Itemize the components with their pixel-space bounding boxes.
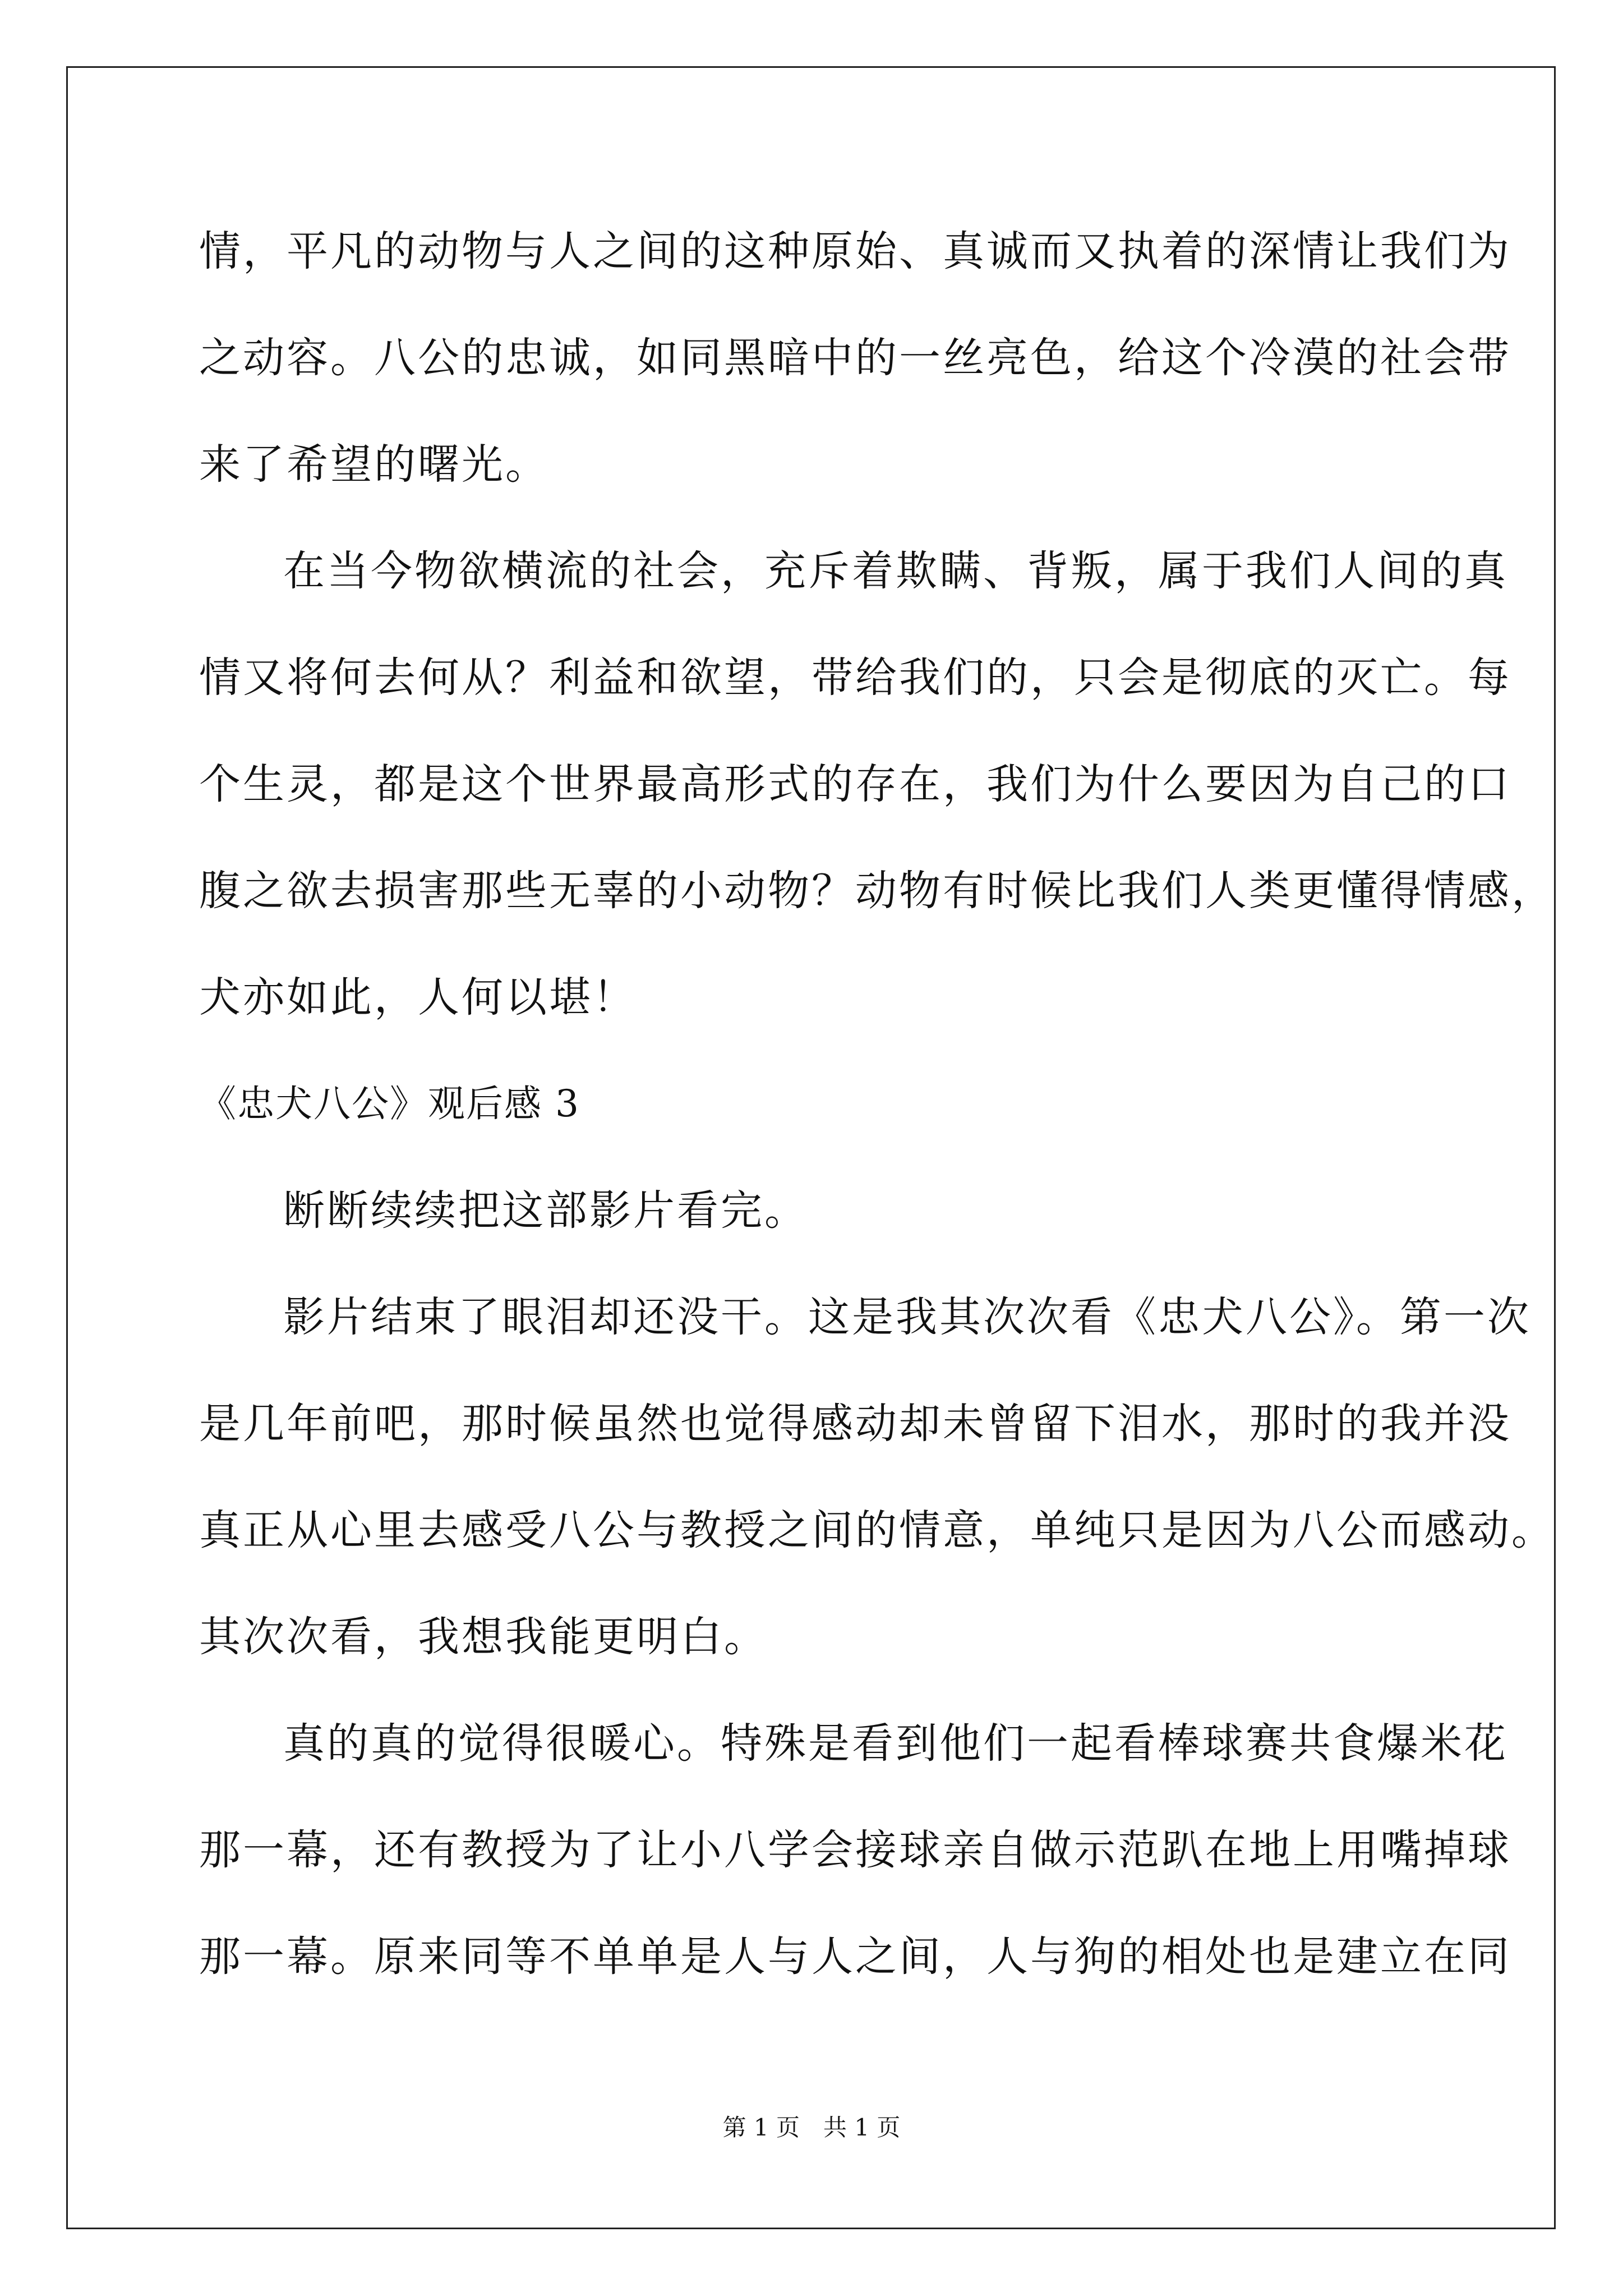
text-line: 那一幕。原来同等不单单是人与人之间，人与狗的相处也是建立在同 xyxy=(199,1932,1511,1981)
text-line: 腹之欲去损害那些无辜的小动物？动物有时候比我们人类更懂得情感， xyxy=(199,867,1555,915)
paragraph-start: 在当今物欲横流的社会，充斥着欺瞒、背叛，属于我们人间的真 xyxy=(283,547,1508,595)
text-line: 来了希望的曙光。 xyxy=(199,440,549,489)
text-line: 是几年前吧，那时候虽然也觉得感动却未曾留下泪水，那时的我并没 xyxy=(199,1400,1511,1448)
text-line: 个生灵，都是这个世界最高形式的存在，我们为什么要因为自己的口 xyxy=(199,760,1511,808)
text-line: 情又将何去何从？利益和欲望，带给我们的，只会是彻底的灭亡。每 xyxy=(199,654,1511,702)
text-line: 其次次看，我想我能更明白。 xyxy=(199,1613,768,1661)
document-body xyxy=(199,218,1555,2030)
text-line: 之动容。八公的忠诚，如同黑暗中的一丝亮色，给这个冷漠的社会带 xyxy=(199,334,1511,382)
paragraph-start: 断断续续把这部影片看完。 xyxy=(283,1186,808,1235)
page-footer: 第 1 页 共 1 页 xyxy=(722,2114,901,2141)
section-heading: 《忠犬八公》观后感 3 xyxy=(199,1082,580,1125)
paragraph-start: 影片结束了眼泪却还没干。这是我其次次看《忠犬八公》。第一次 xyxy=(283,1293,1531,1341)
text-line: 真正从心里去感受八公与教授之间的情意，单纯只是因为八公而感动。 xyxy=(199,1506,1555,1554)
text-line: 情，平凡的动物与人之间的这种原始、真诚而又执着的深情让我们为 xyxy=(199,227,1511,275)
paragraph-start: 真的真的觉得很暖心。特殊是看到他们一起看棒球赛共食爆米花 xyxy=(283,1719,1508,1768)
text-line: 那一幕，还有教授为了让小八学会接球亲自做示范趴在地上用嘴掉球 xyxy=(199,1826,1511,1874)
text-line: 犬亦如此，人何以堪！ xyxy=(199,973,637,1022)
